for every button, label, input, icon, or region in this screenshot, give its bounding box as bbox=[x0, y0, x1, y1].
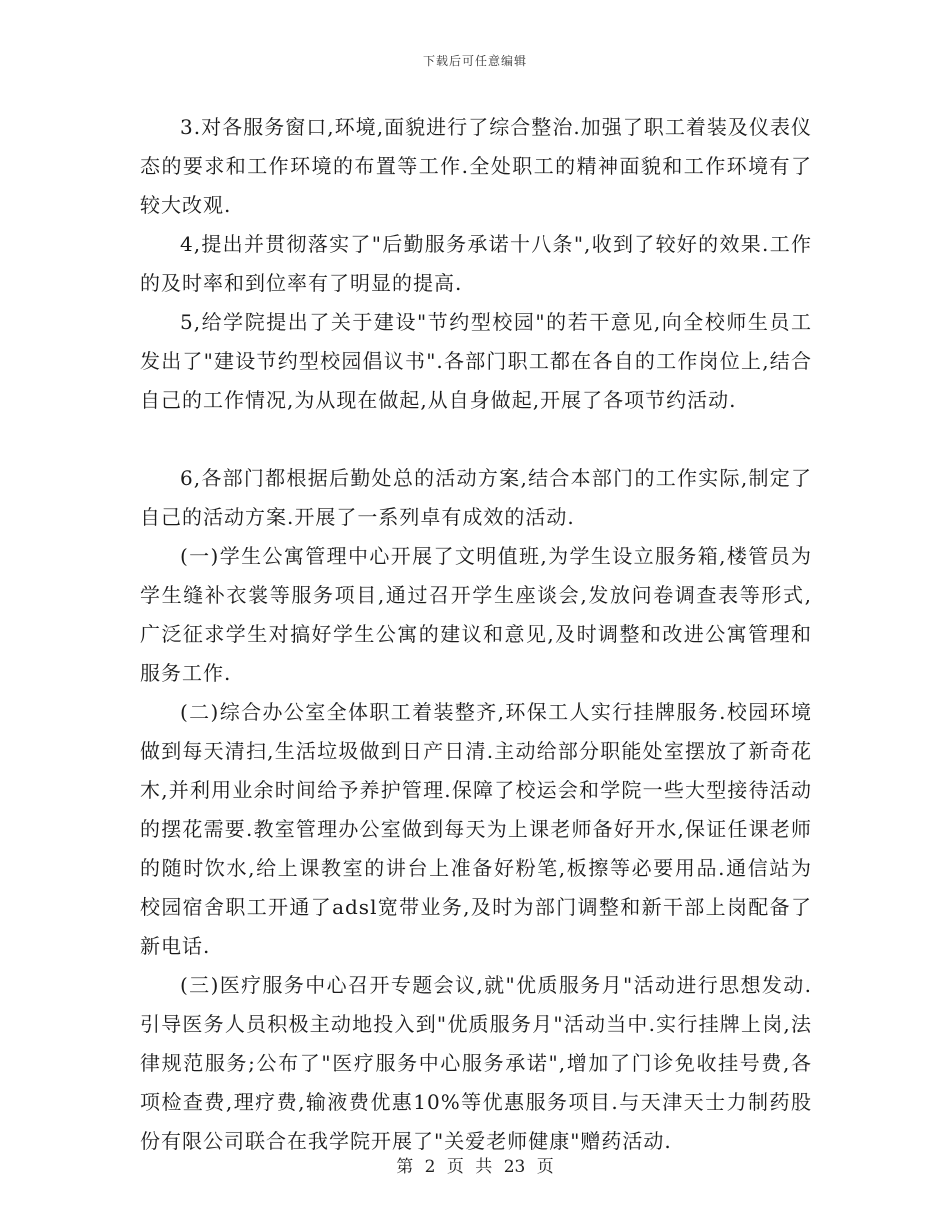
paragraph-sub-1: (一)学生公寓管理中心开展了文明值班,为学生设立服务箱,楼管员为学生缝补衣裳等服务项目,通过召开学生座谈会,发放问卷调查表等形式,广泛征求学生对搞好学生公寓的建议和意见,及时调整和改进公寓管理和服务工作. bbox=[140, 544, 812, 685]
page-header: 下载后可任意编辑 bbox=[422, 54, 527, 68]
document-body bbox=[140, 108, 812, 1161]
paragraph-item-6: 6,各部门都根据后勤处总的活动方案,结合本部门的工作实际,制定了自己的活动方案.开展了一系列卓有成效的活动. bbox=[140, 466, 812, 529]
paragraph-sub-3: (三)医疗服务中心召开专题会议,就"优质服务月"活动进行思想发动.引导医务人员积极主动地投入到"优质服务月"活动当中.实行挂牌上岗,法律规范服务;公布了"医疗服务中心服务承诺",增加了门诊免收挂号费,各项检查费,理疗费,输液费优惠10%等优惠服务项目.与天津天士力制药股份有限公司联合在我学院开展了"关爱老师健康"赠药活动. bbox=[140, 973, 812, 1153]
paragraph-item-3: 3.对各服务窗口,环境,面貌进行了综合整治.加强了职工着装及仪表仪态的要求和工作环境的布置等工作.全处职工的精神面貌和工作环境有了较大改观. bbox=[140, 115, 812, 217]
page-number: 第 2 页 共 23 页 bbox=[396, 1157, 554, 1177]
paragraph-sub-2: (二)综合办公室全体职工着装整齐,环保工人实行挂牌服务.校园环境做到每天清扫,生活垃圾做到日产日清.主动给部分职能处室摆放了新奇花木,并利用业余时间给予养护管理.保障了校运会和学院一些大型接待活动的摆花需要.教室管理办公室做到每天为上课老师备好开水,保证任课老师的随时饮水,给上课教室的讲台上准备好粉笔,板擦等必要用品.通信站为校园宿舍职工开通了adsl宽带业务,及时为部门调整和新干部上岗配备了新电话. bbox=[140, 700, 812, 958]
paragraph-item-5: 5,给学院提出了关于建设"节约型校园"的若干意见,向全校师生员工发出了"建设节约型校园倡议书".各部门职工都在各自的工作岗位上,结合自己的工作情况,为从现在做起,从自身做起,开展了各项节约活动. bbox=[140, 310, 812, 412]
paragraph-item-4: 4,提出并贯彻落实了"后勤服务承诺十八条",收到了较好的效果.工作的及时率和到位率有了明显的提高. bbox=[140, 232, 812, 295]
